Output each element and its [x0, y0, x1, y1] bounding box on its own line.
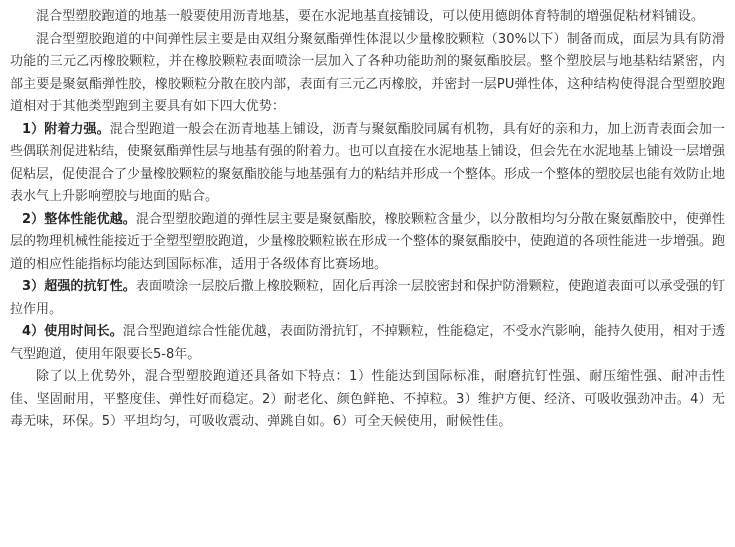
closing-paragraph-features: 除了以上优势外，混合型塑胶跑道还具备如下特点：1）性能达到国际标准，耐磨抗钉性强、耐压缩性强、耐冲击性佳、坚固耐用，平整度佳、弹性好而稳定。2）耐老化、颜色鲜艳、不掉粒。3）维护方便、经济、可吸收强劲冲击。4）无毒无味，环保。5）平坦均匀，可吸收震动、弹跳自如。6）可全天候使用，耐候性佳。	[10, 369, 725, 429]
advantage-heading: 1）附着力强。	[22, 121, 110, 137]
advantage-item-adhesion	[10, 119, 725, 209]
advantage-heading: 2）整体性能优越。	[22, 211, 136, 227]
advantage-text: 表面喷涂一层胶后撒上橡胶颗粒，固化后再涂一层胶密封和保护防滑颗粒，使跑道表面可以承受强的钉拉作用。	[10, 279, 725, 317]
intro-paragraph-structure: 混合型塑胶跑道的中间弹性层主要是由双组分聚氨酯弹性体混以少量橡胶颗粒（30%以下）制备而成，面层为具有防滑功能的三元乙丙橡胶颗粒，并在橡胶颗粒表面喷涂一层加入了各种功能助剂的聚氨酯胶层。整个塑胶层与地基粘结紧密，内部主要是聚氨酯弹性胶，橡胶颗粒分散在胶内部，表面有三元乙丙橡胶，并密封一层PU弹性体，这种结构使得混合型塑胶跑道相对于其他类型跑到主要具有如下四大优势：	[10, 31, 725, 114]
advantage-text: 混合型跑道综合性能优越，表面防滑抗钉，不掉颗粒，性能稳定，不受水汽影响，能持久使用，相对于透气型跑道，使用年限要长5-8年。	[10, 324, 725, 362]
advantage-item-spike-resistance	[10, 276, 725, 321]
advantage-item-performance	[10, 209, 725, 277]
advantage-heading: 3）超强的抗钉性。	[22, 279, 136, 294]
advantage-text: 混合型跑道一般会在沥青地基上铺设，沥青与聚氨酯胶同属有机物，具有好的亲和力，加上沥青表面会加一些偶联剂促进粘结，使聚氨酯弹性层与地基有强的附着力。也可以直接在水泥地基上铺设，但会先在水泥地基上铺设一层增强促粘层，促使混合了少量橡胶颗粒的聚氨酯胶能与地基强有力的粘结并形成一个整体。形成一个整体的塑胶层也能有效防止地表水气上升影响塑胶与地面的贴合。	[10, 121, 726, 204]
advantage-text: 混合型塑胶跑道的弹性层主要是聚氨酯胶，橡胶颗粒含量少，以分散相均匀分散在聚氨酯胶中，使弹性层的物理机械性能接近于全塑型塑胶跑道，少量橡胶颗粒嵌在形成一个整体的聚氨酯胶中，使跑道的各项性能进一步增强。跑道的相应性能指标均能达到国际标准，适用于各级体育比赛场地。	[10, 211, 726, 272]
advantage-heading: 4）使用时间长。	[22, 324, 123, 339]
advantage-item-lifespan	[10, 321, 725, 366]
intro-paragraph-foundation: 混合型塑胶跑道的地基一般要使用沥青地基，要在水泥地基直接铺设，可以使用德朗体育特制的增强促粘材料铺设。	[36, 9, 705, 24]
